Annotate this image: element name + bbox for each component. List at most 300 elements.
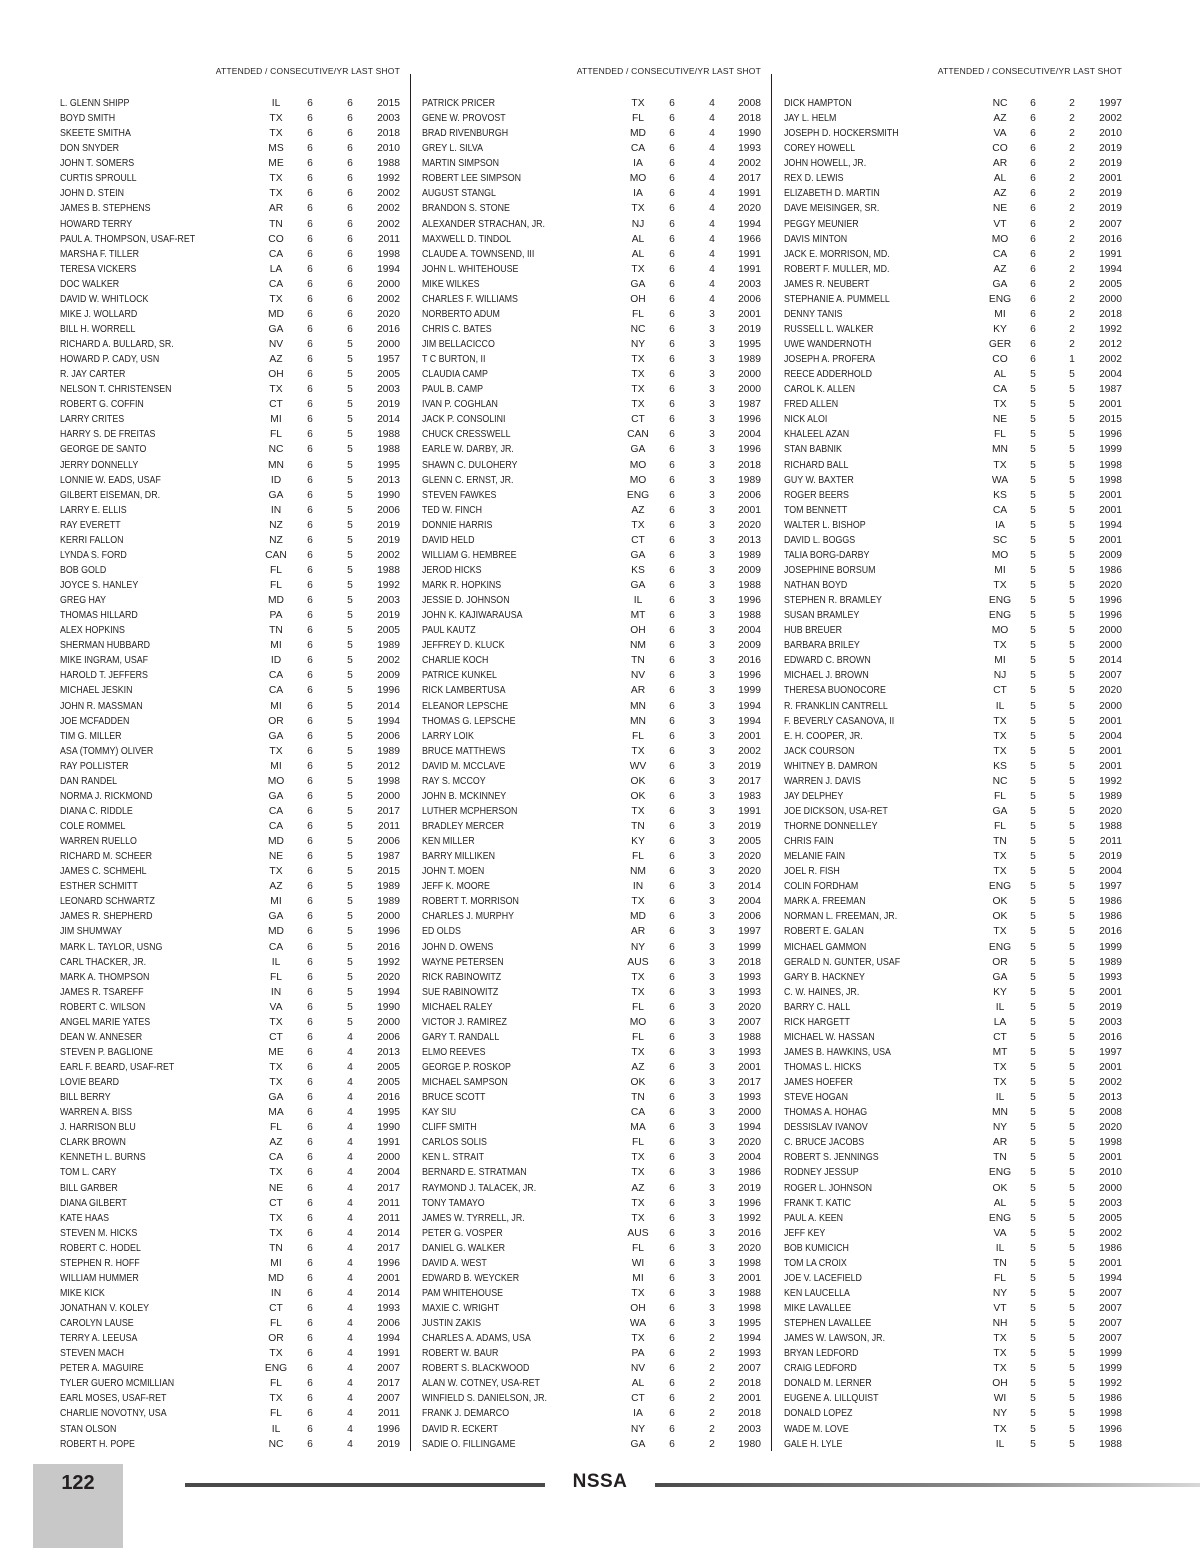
year-last-shot: 2001 [1099,534,1122,546]
roster-row [422,970,761,985]
member-name: JACK P. CONSOLINI [422,414,506,426]
member-state: GER [988,339,1012,350]
member-state: TX [269,128,283,140]
member-name: LOVIE BEARD [60,1077,120,1089]
roster-row [784,397,1122,412]
year-last-shot: 2019 [1099,158,1122,170]
years-consecutive: 4 [347,1287,353,1299]
year-last-shot: 2000 [1099,293,1122,305]
year-last-shot: 1994 [738,1122,761,1134]
year-last-shot: 2002 [377,218,400,230]
member-name: MARK R. HOPKINS [422,580,502,591]
member-state: ME [268,158,284,170]
years-consecutive: 6 [347,323,353,335]
year-last-shot: 2000 [377,1152,400,1164]
year-last-shot: 2020 [1099,685,1122,697]
member-state: FL [631,851,645,863]
years-consecutive: 5 [347,715,353,727]
year-last-shot: 2004 [1099,866,1122,878]
roster-row [60,533,400,548]
years-attended: 6 [669,821,675,832]
roster-row [422,1331,761,1346]
year-last-shot: 2019 [1099,851,1122,863]
year-last-shot: 2002 [738,158,761,170]
member-name: GREY L. SILVA [422,143,484,155]
years-consecutive: 5 [1069,1423,1075,1435]
year-last-shot: 1990 [738,128,761,140]
years-attended: 6 [1030,354,1036,366]
member-state: FL [993,821,1007,832]
years-consecutive: 4 [347,1242,353,1254]
member-name: ED OLDS [422,926,461,938]
page-number-box [33,1464,123,1548]
roster-row [422,819,761,834]
member-name: MARTIN SIMPSON [422,158,500,170]
years-consecutive: 6 [347,278,353,290]
years-consecutive: 2 [1069,218,1075,230]
member-name: RODNEY JESSUP [784,1167,859,1179]
roster-row [422,1090,761,1105]
roster-row [422,247,761,262]
year-last-shot: 1999 [738,941,761,953]
years-consecutive: 5 [347,339,353,350]
years-attended: 6 [669,986,675,998]
member-name: MARK L. TAYLOR, USNG [60,941,163,953]
roster-row [60,1331,400,1346]
year-last-shot: 1989 [1099,956,1122,968]
year-last-shot: 1996 [738,444,761,456]
year-last-shot: 2001 [738,730,761,742]
roster-row [422,488,761,503]
years-attended: 6 [307,1062,313,1073]
member-state: ENG [988,610,1012,622]
year-last-shot: 1990 [377,1001,400,1013]
years-consecutive: 3 [709,986,715,998]
years-attended: 6 [307,941,313,953]
member-state: AR [992,158,1008,170]
year-last-shot: 2005 [377,369,400,381]
years-attended: 6 [669,580,675,591]
year-last-shot: 1996 [377,685,400,697]
member-name: JOHN HOWELL, JR. [784,158,867,170]
member-state: MT [992,1046,1008,1058]
years-attended: 6 [669,444,675,456]
year-last-shot: 1986 [1099,564,1122,576]
member-state: TX [631,1152,645,1164]
roster-row [784,970,1122,985]
years-attended: 6 [669,625,675,637]
years-consecutive: 4 [347,1122,353,1134]
roster-row [784,1165,1122,1180]
years-consecutive: 3 [709,1137,715,1149]
year-last-shot: 2009 [377,670,400,682]
years-attended: 6 [669,1227,675,1239]
year-last-shot: 1988 [738,1031,761,1043]
member-name: DAVID L. BOGGS [784,534,856,546]
years-attended: 6 [669,1287,675,1299]
roster-row [422,382,761,397]
years-attended: 5 [1030,911,1036,923]
roster-row [60,548,400,563]
year-last-shot: 2011 [377,1212,400,1224]
roster-row [422,909,761,924]
member-state: MI [270,414,282,426]
member-name: CLAUDIA CAMP [422,369,488,381]
years-consecutive: 5 [347,760,353,772]
years-attended: 6 [307,113,313,125]
years-attended: 6 [307,911,313,923]
member-name: WALTER L. BISHOP [784,519,866,531]
year-last-shot: 1994 [738,218,761,230]
member-name: MELANIE FAIN [784,851,846,863]
year-last-shot: 1992 [1099,323,1122,335]
years-consecutive: 5 [1069,1167,1075,1179]
year-last-shot: 1986 [1099,1242,1122,1254]
member-state: AL [993,369,1007,381]
roster-row [60,1060,400,1075]
member-state: FL [631,1137,645,1149]
member-name: CHARLES A. ADAMS, USA [422,1333,531,1345]
roster-row [422,593,761,608]
member-state: MI [270,896,282,908]
member-name: MICHAEL W. HASSAN [784,1031,875,1043]
year-last-shot: 1990 [377,489,400,501]
member-name: IVAN P. COGHLAN [422,399,498,411]
roster-row [422,427,761,442]
member-name: GALE H. LYLE [784,1438,843,1450]
member-name: GERALD N. GUNTER, USAF [784,956,901,968]
years-consecutive: 2 [709,1438,715,1450]
member-name: JOHN K. KAJIWARAUSA [422,610,523,622]
years-attended: 5 [1030,534,1036,546]
member-state: NE [268,851,284,863]
roster-row [784,201,1122,216]
years-consecutive: 5 [1069,580,1075,591]
member-state: CT [631,414,645,426]
roster-row [60,894,400,909]
years-consecutive: 4 [347,1348,353,1360]
years-consecutive: 6 [347,188,353,200]
roster-row [60,1196,400,1211]
years-attended: 6 [669,1408,675,1420]
year-last-shot: 1983 [738,790,761,802]
member-state: TX [631,745,645,757]
years-consecutive: 4 [347,1182,353,1194]
years-consecutive: 5 [1069,1227,1075,1239]
member-name: SUE RABINOWITZ [422,986,499,998]
years-consecutive: 6 [347,263,353,275]
member-state: NV [630,670,646,682]
member-name: JOYCE S. HANLEY [60,580,139,591]
years-consecutive: 3 [709,429,715,441]
roster-row [60,1361,400,1376]
years-consecutive: 5 [347,670,353,682]
years-consecutive: 3 [709,1197,715,1209]
year-last-shot: 2007 [377,1393,400,1405]
member-state: ID [270,655,282,667]
member-state: TX [993,459,1007,471]
years-consecutive: 5 [1069,369,1075,381]
roster-row [422,759,761,774]
member-state: NM [629,866,646,878]
years-attended: 6 [1030,263,1036,275]
year-last-shot: 2007 [1099,1318,1122,1330]
member-name: ASA (TOMMY) OLIVER [60,745,154,757]
year-last-shot: 2020 [1099,580,1122,591]
roster-row [422,879,761,894]
member-name: ROBERT G. COFFIN [60,399,144,411]
member-state: GA [630,444,646,456]
member-state: TX [993,1333,1007,1345]
member-name: RAY EVERETT [60,519,121,531]
years-attended: 6 [307,549,313,561]
roster-row [422,1045,761,1060]
member-name: SHAWN C. DULOHERY [422,459,518,471]
year-last-shot: 2013 [377,474,400,486]
roster-row [784,503,1122,518]
year-last-shot: 2001 [1099,504,1122,516]
years-attended: 5 [1030,429,1036,441]
roster-row [60,668,400,683]
roster-row [784,849,1122,864]
member-name: DICK HAMPTON [784,98,852,109]
year-last-shot: 2016 [1099,926,1122,938]
year-last-shot: 1980 [738,1438,761,1450]
roster-row [60,1045,400,1060]
roster-row [422,1241,761,1256]
member-state: MD [629,128,646,140]
years-attended: 5 [1030,1227,1036,1239]
member-name: GUY W. BAXTER [784,474,854,486]
years-attended: 6 [669,1303,675,1314]
years-attended: 6 [307,339,313,350]
years-consecutive: 5 [1069,1016,1075,1028]
roster-row [784,1181,1122,1196]
years-consecutive: 3 [709,941,715,953]
years-attended: 6 [307,248,313,260]
roster-row [60,1286,400,1301]
year-last-shot: 2008 [738,98,761,109]
member-state: TX [631,519,645,531]
year-last-shot: 1998 [1099,474,1122,486]
roster-row [422,232,761,247]
year-last-shot: 1986 [1099,911,1122,923]
years-attended: 6 [307,233,313,245]
years-consecutive: 2 [1069,143,1075,155]
member-name: DONALD LOPEZ [784,1408,853,1420]
member-name: MIKE WILKES [422,278,480,290]
year-last-shot: 1991 [1099,248,1122,260]
years-consecutive: 5 [1069,1092,1075,1104]
year-last-shot: 1996 [738,414,761,426]
member-state: AZ [631,504,645,516]
year-last-shot: 1996 [1099,610,1122,622]
year-last-shot: 2001 [1099,1257,1122,1269]
years-consecutive: 3 [709,956,715,968]
year-last-shot: 1988 [1099,1438,1122,1450]
roster-row [784,774,1122,789]
years-attended: 6 [307,1122,313,1134]
years-attended: 6 [669,173,675,185]
member-name: JEFF K. MOORE [422,881,490,893]
years-attended: 6 [669,1016,675,1028]
years-consecutive: 5 [1069,896,1075,908]
years-consecutive: 5 [1069,459,1075,471]
years-consecutive: 3 [709,519,715,531]
years-consecutive: 6 [347,158,353,170]
member-state: GA [268,911,284,923]
roster-row [60,849,400,864]
member-state: MO [629,474,647,486]
years-attended: 5 [1030,1152,1036,1164]
year-last-shot: 2003 [1099,1197,1122,1209]
years-attended: 5 [1030,760,1036,772]
year-last-shot: 2000 [377,1016,400,1028]
roster-row [60,593,400,608]
year-last-shot: 2004 [1099,369,1122,381]
roster-row [422,774,761,789]
years-consecutive: 5 [347,700,353,712]
roster-row [422,217,761,232]
years-consecutive: 6 [347,293,353,305]
year-last-shot: 1989 [377,745,400,757]
year-last-shot: 2020 [738,519,761,531]
member-name: EARLE W. DARBY, JR. [422,444,514,456]
member-state: MO [991,549,1009,561]
roster-row [784,683,1122,698]
roster-row [422,533,761,548]
roster-row [60,1211,400,1226]
years-attended: 6 [307,745,313,757]
years-consecutive: 5 [1069,1077,1075,1089]
member-name: JOE V. LACEFIELD [784,1272,862,1284]
roster-row [60,1090,400,1105]
roster-row [422,141,761,156]
member-name: WARREN J. DAVIS [784,775,861,787]
member-name: KAY SIU [422,1107,457,1119]
roster-row [784,1346,1122,1361]
year-last-shot: 2010 [1099,1167,1122,1179]
years-consecutive: 3 [709,414,715,426]
roster-row [422,578,761,593]
roster-row [60,909,400,924]
member-name: UWE WANDERNOTH [784,339,872,350]
member-name: REX D. LEWIS [784,173,844,185]
member-state: MA [268,1107,284,1119]
roster-row [422,1120,761,1135]
member-state: TX [631,1167,645,1179]
roster-row [60,834,400,849]
roster-row [784,879,1122,894]
years-consecutive: 3 [709,323,715,335]
roster-row [60,1271,400,1286]
years-consecutive: 3 [709,354,715,366]
member-name: ALAN W. COTNEY, USA-RET [422,1378,540,1390]
year-last-shot: 2000 [1099,640,1122,652]
member-state: AL [631,1378,645,1390]
member-name: RAYMOND J. TALACEK, JR. [422,1182,537,1194]
year-last-shot: 1997 [1099,881,1122,893]
years-attended: 6 [307,1077,313,1089]
roster-row [422,1391,761,1406]
roster-row [422,1150,761,1165]
member-state: IA [633,188,643,200]
year-last-shot: 2000 [738,369,761,381]
roster-row [422,1030,761,1045]
member-name: BILL H. WORRELL [60,323,136,335]
member-name: THERESA BUONOCORE [784,685,886,697]
roster-row [422,804,761,819]
years-consecutive: 2 [1069,158,1075,170]
member-state: TN [993,836,1007,848]
year-last-shot: 1996 [1099,1423,1122,1435]
member-name: THOMAS L. HICKS [784,1062,862,1073]
roster-row [60,714,400,729]
member-name: JAMES W. TYRRELL, JR. [422,1212,525,1224]
years-consecutive: 3 [709,474,715,486]
years-consecutive: 2 [1069,203,1075,215]
years-consecutive: 3 [709,1092,715,1104]
years-attended: 6 [669,881,675,893]
member-state: TX [631,263,645,275]
years-consecutive: 4 [347,1077,353,1089]
roster-row [60,924,400,939]
roster-row [422,1060,761,1075]
member-state: TX [993,1062,1007,1073]
years-consecutive: 3 [709,1287,715,1299]
member-state: IL [271,1423,281,1435]
years-attended: 6 [669,143,675,155]
years-attended: 6 [669,685,675,697]
member-state: NY [630,1423,646,1435]
year-last-shot: 2001 [738,1272,761,1284]
years-consecutive: 4 [709,218,715,230]
years-attended: 6 [669,1137,675,1149]
years-consecutive: 3 [709,1062,715,1073]
member-state: TX [269,113,283,125]
years-attended: 6 [307,414,313,426]
member-name: ROGER BEERS [784,489,849,501]
roster-row [784,1271,1122,1286]
roster-row [422,638,761,653]
years-attended: 6 [307,534,313,546]
year-last-shot: 2019 [738,821,761,832]
roster-row [60,1105,400,1120]
years-attended: 6 [307,1031,313,1043]
years-attended: 6 [307,881,313,893]
years-attended: 5 [1030,1077,1036,1089]
member-name: PETER G. VOSPER [422,1227,503,1239]
member-name: NATHAN BOYD [784,580,848,591]
member-name: ESTHER SCHMITT [60,881,138,893]
member-state: AZ [993,188,1007,200]
member-state: MI [270,760,282,772]
member-name: DANIEL G. WALKER [422,1242,506,1254]
years-consecutive: 5 [1069,866,1075,878]
years-consecutive: 5 [1069,1333,1075,1345]
years-attended: 6 [669,730,675,742]
roster-row [784,1075,1122,1090]
member-state: TX [631,896,645,908]
years-consecutive: 6 [347,143,353,155]
roster-row [422,608,761,623]
member-name: NORMA J. RICKMOND [60,790,153,802]
years-attended: 6 [669,805,675,817]
years-consecutive: 3 [709,971,715,983]
years-attended: 5 [1030,775,1036,787]
member-name: DONNIE HARRIS [422,519,493,531]
member-state: NY [630,339,646,350]
